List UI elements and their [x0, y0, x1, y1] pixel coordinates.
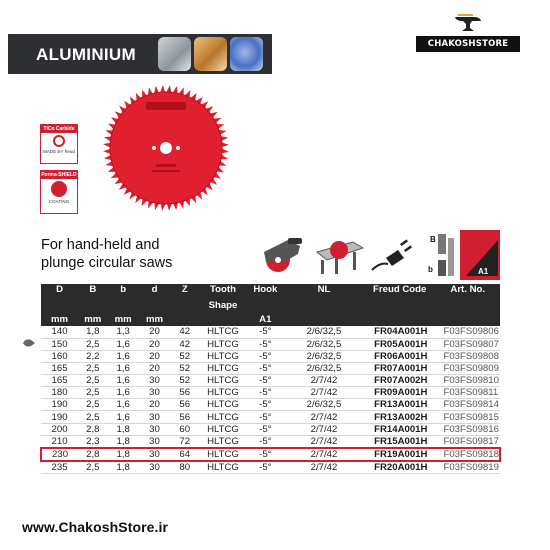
table-cell: 42 — [170, 326, 199, 338]
heading-line-1: For hand-held and — [41, 237, 160, 253]
table-header-row — [41, 298, 500, 312]
table-cell: 1,8 — [78, 326, 107, 338]
table-cell: 20 — [139, 350, 170, 362]
table-cell: -5° — [247, 448, 284, 461]
table-cell: 20 — [139, 399, 170, 411]
table-cell: FR07A001H — [364, 362, 436, 374]
table-cell: -5° — [247, 387, 284, 399]
table-header-cell: B — [78, 284, 107, 298]
table-cell: 165 — [41, 362, 78, 374]
aluminium-profile-swatch — [158, 37, 191, 71]
table-cell: 52 — [170, 375, 199, 387]
table-cell: F03FS09806 — [435, 326, 500, 338]
table-header-cell — [435, 312, 500, 326]
table-header-cell: D — [41, 284, 78, 298]
table-cell: HLTCG — [199, 350, 246, 362]
table-cell: -5° — [247, 423, 284, 435]
table-cell: 2,5 — [78, 399, 107, 411]
table-saw-icon — [313, 232, 365, 278]
table-cell: HLTCG — [199, 399, 246, 411]
table-cell: F03FS09810 — [435, 375, 500, 387]
table-cell: F03FS09808 — [435, 350, 500, 362]
table-cell: 1,8 — [108, 435, 139, 448]
table-cell: 52 — [170, 350, 199, 362]
table-header-cell — [78, 298, 107, 312]
table-row — [41, 411, 500, 423]
table-cell: 2,5 — [78, 362, 107, 374]
svg-text:B: B — [430, 235, 436, 244]
table-header-cell: A1 — [247, 312, 284, 326]
table-cell: HLTCG — [199, 362, 246, 374]
table-cell: 2/7/42 — [284, 423, 364, 435]
power-plug-icon — [370, 232, 412, 278]
table-cell: 1,6 — [108, 411, 139, 423]
table-cell: 1,6 — [108, 338, 139, 350]
table-cell: 1,6 — [108, 375, 139, 387]
table-row — [41, 326, 500, 338]
table-header-cell: Freud Code — [364, 284, 436, 298]
blade-angle-diagram-icon — [424, 230, 500, 280]
table-cell: HLTCG — [199, 461, 246, 474]
table-header-cell: Tooth — [199, 284, 246, 298]
table-cell: 210 — [41, 435, 78, 448]
table-cell: HLTCG — [199, 326, 246, 338]
table-cell: HLTCG — [199, 411, 246, 423]
table-header-cell — [41, 298, 78, 312]
table-cell: 180 — [41, 387, 78, 399]
table-cell: -5° — [247, 350, 284, 362]
table-cell: 2/6/32,5 — [284, 338, 364, 350]
pointer-icon — [22, 337, 36, 349]
table-cell: -5° — [247, 338, 284, 350]
table-cell: 165 — [41, 375, 78, 387]
table-cell: HLTCG — [199, 423, 246, 435]
table-cell: 2,8 — [78, 423, 107, 435]
table-cell: 2,5 — [78, 338, 107, 350]
table-cell: 140 — [41, 326, 78, 338]
store-logo[interactable] — [416, 12, 520, 54]
table-cell: 2,5 — [78, 387, 107, 399]
table-cell: -5° — [247, 435, 284, 448]
table-cell: F03FS09811 — [435, 387, 500, 399]
table-cell: 30 — [139, 387, 170, 399]
svg-text:A1: A1 — [478, 267, 489, 276]
table-header-row — [41, 284, 500, 298]
table-cell: HLTCG — [199, 338, 246, 350]
website-url[interactable]: www.ChakoshStore.ir — [22, 519, 169, 535]
table-cell: F03FS09807 — [435, 338, 500, 350]
table-header-cell — [170, 312, 199, 326]
table-header-cell — [364, 298, 436, 312]
logo-text: CHAKOSHSTORE — [416, 36, 520, 52]
table-cell: 1,6 — [108, 387, 139, 399]
table-cell: 56 — [170, 411, 199, 423]
table-cell: FR13A002H — [364, 411, 436, 423]
table-cell: 2/7/42 — [284, 448, 364, 461]
table-cell: 1,6 — [108, 350, 139, 362]
table-header-cell: mm — [108, 312, 139, 326]
table-cell: FR07A002H — [364, 375, 436, 387]
table-cell: 30 — [139, 461, 170, 474]
table-cell: 1,8 — [108, 461, 139, 474]
table-row — [41, 338, 500, 350]
table-header-cell — [139, 298, 170, 312]
table-header-cell — [284, 298, 364, 312]
table-cell: 2,2 — [78, 350, 107, 362]
table-cell: 2/6/32,5 — [284, 362, 364, 374]
table-header-cell — [108, 298, 139, 312]
table-cell: FR05A001H — [364, 338, 436, 350]
table-cell: 2,8 — [78, 448, 107, 461]
table-cell: -5° — [247, 411, 284, 423]
table-header-row — [41, 312, 500, 326]
table-header-cell — [199, 312, 246, 326]
table-cell: 160 — [41, 350, 78, 362]
table-cell: 2,3 — [78, 435, 107, 448]
table-cell: 64 — [170, 448, 199, 461]
table-cell: F03FS09816 — [435, 423, 500, 435]
table-row — [41, 461, 500, 474]
copper-tube-swatch — [194, 37, 227, 71]
table-header-cell: b — [108, 284, 139, 298]
table-cell: 56 — [170, 399, 199, 411]
table-cell: 2/7/42 — [284, 435, 364, 448]
table-cell: 20 — [139, 338, 170, 350]
table-cell: FR06A001H — [364, 350, 436, 362]
table-header-cell — [435, 298, 500, 312]
table-row — [41, 350, 500, 362]
table-cell: F03FS09818 — [435, 448, 500, 461]
table-cell: -5° — [247, 326, 284, 338]
blade-spec-table — [40, 284, 501, 474]
table-cell: 20 — [139, 326, 170, 338]
table-cell: 30 — [139, 423, 170, 435]
table-row — [41, 362, 500, 374]
svg-text:b: b — [428, 265, 433, 274]
table-cell: F03FS09815 — [435, 411, 500, 423]
table-cell: -5° — [247, 362, 284, 374]
table-cell: 2/6/32,5 — [284, 350, 364, 362]
table-cell: HLTCG — [199, 375, 246, 387]
table-header-cell — [364, 312, 436, 326]
table-row — [41, 423, 500, 435]
table-cell: 30 — [139, 375, 170, 387]
table-row — [41, 435, 500, 448]
table-cell: HLTCG — [199, 387, 246, 399]
circular-saw-icon — [258, 232, 306, 278]
table-cell: 2,5 — [78, 375, 107, 387]
table-cell: 2/6/32,5 — [284, 326, 364, 338]
table-cell: 2/7/42 — [284, 375, 364, 387]
table-cell: FR20A001H — [364, 461, 436, 474]
table-cell: F03FS09819 — [435, 461, 500, 474]
table-cell: 1,8 — [108, 423, 139, 435]
table-cell: 2,5 — [78, 461, 107, 474]
table-cell: HLTCG — [199, 448, 246, 461]
table-cell: -5° — [247, 399, 284, 411]
table-cell: F03FS09814 — [435, 399, 500, 411]
table-header-cell: mm — [139, 312, 170, 326]
table-cell: F03FS09809 — [435, 362, 500, 374]
table-cell: FR19A001H — [364, 448, 436, 461]
perma-shield-badge: Perma-SHIELD COATING — [40, 170, 78, 214]
material-title: ALUMINIUM — [36, 45, 136, 64]
table-cell: FR04A001H — [364, 326, 436, 338]
table-header-cell: NL — [284, 284, 364, 298]
table-cell: 1,6 — [108, 362, 139, 374]
table-row — [41, 448, 500, 461]
tico-carbide-badge: TiCo Carbide MADE BY freud — [40, 124, 78, 164]
table-cell: 2/7/42 — [284, 461, 364, 474]
table-cell: 2/7/42 — [284, 387, 364, 399]
table-row — [41, 399, 500, 411]
table-header-cell: Art. No. — [435, 284, 500, 298]
table-cell: FR09A001H — [364, 387, 436, 399]
table-cell: FR15A001H — [364, 435, 436, 448]
table-cell: 2/6/32,5 — [284, 399, 364, 411]
table-cell: 80 — [170, 461, 199, 474]
table-cell: FR14A001H — [364, 423, 436, 435]
table-cell: 72 — [170, 435, 199, 448]
table-cell: 200 — [41, 423, 78, 435]
anvil-logo-icon — [454, 14, 482, 32]
heading-line-2: plunge circular saws — [41, 255, 173, 271]
table-cell: 235 — [41, 461, 78, 474]
table-row — [41, 387, 500, 399]
material-header — [8, 34, 272, 74]
table-cell: 150 — [41, 338, 78, 350]
product-heading — [41, 236, 172, 272]
saw-blade-icon — [102, 84, 230, 212]
table-cell: 42 — [170, 338, 199, 350]
table-cell: 2/7/42 — [284, 411, 364, 423]
table-header-cell: mm — [41, 312, 78, 326]
table-cell: 230 — [41, 448, 78, 461]
table-cell: 30 — [139, 435, 170, 448]
table-header-cell: d — [139, 284, 170, 298]
table-cell: 52 — [170, 362, 199, 374]
table-cell: 56 — [170, 387, 199, 399]
table-row — [41, 375, 500, 387]
table-cell: 1,8 — [108, 448, 139, 461]
table-cell: 60 — [170, 423, 199, 435]
table-header-cell — [247, 298, 284, 312]
table-header-cell: Z — [170, 284, 199, 298]
table-header-cell: Shape — [199, 298, 246, 312]
table-cell: FR13A001H — [364, 399, 436, 411]
table-header-cell: Hook — [247, 284, 284, 298]
table-cell: HLTCG — [199, 435, 246, 448]
blue-profile-swatch — [230, 37, 263, 71]
table-cell: 2,5 — [78, 411, 107, 423]
table-cell: 1,3 — [108, 326, 139, 338]
table-cell: 190 — [41, 399, 78, 411]
table-cell: -5° — [247, 461, 284, 474]
table-cell: F03FS09817 — [435, 435, 500, 448]
table-cell: 30 — [139, 448, 170, 461]
table-header-cell — [284, 312, 364, 326]
table-cell: 190 — [41, 411, 78, 423]
table-cell: 1,6 — [108, 399, 139, 411]
table-cell: 30 — [139, 411, 170, 423]
table-header-cell — [170, 298, 199, 312]
table-header-cell: mm — [78, 312, 107, 326]
table-cell: 20 — [139, 362, 170, 374]
table-cell: -5° — [247, 375, 284, 387]
